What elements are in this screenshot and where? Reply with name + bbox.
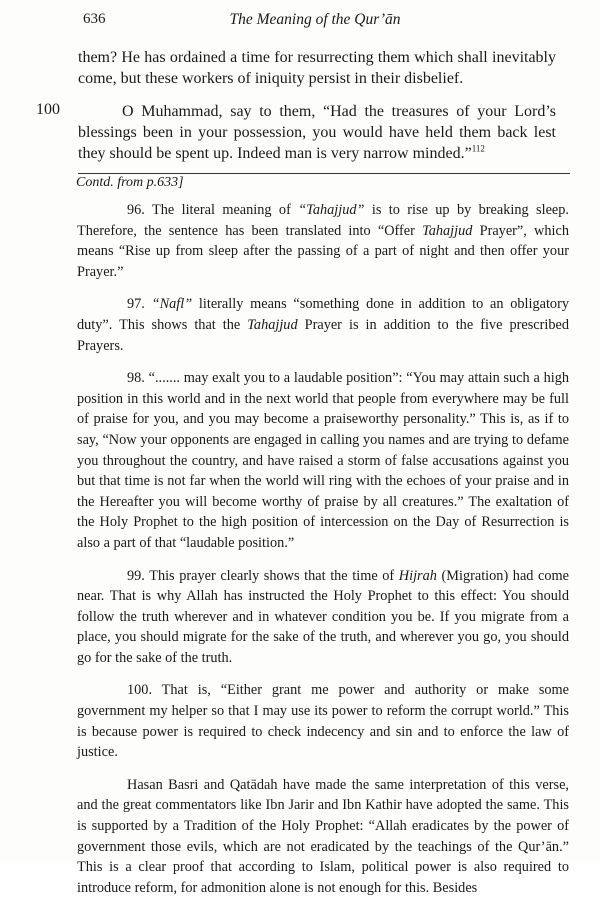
continued-label: Contd. from p.633] bbox=[76, 175, 184, 190]
note-97-term: “Nafl” bbox=[151, 296, 193, 313]
note-96-text-b: is to rise up by breaking sleep. Therefore, the sentence has been translated into “Offer bbox=[77, 202, 569, 239]
note-97-term2: Tahajjud bbox=[247, 316, 298, 333]
verse-text-block bbox=[78, 101, 556, 164]
note-98: 98. “....... may exalt you to a laudable position”: “You may attain such a high position in this world and in the next world that people from everywhere may be full of praise for you, and you may become a praiseworthy personality.” This is, as if to say, “Now your opponents are engaged in calling you names and are trying to defame you throughout the country, and have raised a storm of false accusations against you but that time is not far when the world will ring with the echoes of your praise and in the Hereafter you will become worthy of praise by all creatures.” The exaltation of the Holy Prophet to the high position of intercession on the Day of Resurrection is also a part of that “laudable position.” bbox=[77, 370, 569, 551]
verse-text-paragraph bbox=[78, 101, 556, 164]
note-100: 100. That is, “Either grant me power and authority or make some government my helper so that I may use its power to reform the corrupt world.” This is because power is required to check indecency and sin and to enforce the law of justice. bbox=[77, 682, 569, 761]
note-99 bbox=[77, 566, 569, 669]
note-97 bbox=[77, 294, 569, 356]
footnotes bbox=[77, 200, 569, 910]
note-96-term2: Tahajjud bbox=[422, 222, 473, 239]
verse-continuation: them? He has ordained a time for resurrecting them which shall inevitably come, but these workers of iniquity persist in their disbelief. bbox=[78, 49, 556, 87]
verse-number: 100 bbox=[36, 101, 60, 118]
page-number: 636 bbox=[83, 11, 106, 27]
note-97-text-b: literally means “something done in addition to an obligatory duty”. This shows that the bbox=[77, 296, 569, 333]
footnote-reference: 112 bbox=[471, 143, 485, 154]
note-99-text-a: 99. This prayer clearly shows that the time of bbox=[127, 567, 399, 584]
note-99-text-b: (Migration) had come near. That is why Allah has instructed the Holy Prophet to this effect: You should follow the truth wherever and in whatever condition you be. If you migrate from a place, you should migrate for the sake of the truth, and wherever you go, you should go for the sake of the truth. bbox=[77, 567, 569, 666]
note-97-text-c: Prayer is in addition to the five prescribed Prayers. bbox=[77, 316, 569, 354]
note-96 bbox=[77, 200, 569, 282]
running-title: The Meaning of the Qur’ān bbox=[229, 11, 401, 28]
note-97-text-a: 97. bbox=[127, 296, 152, 313]
note-96-text-a: 96. The literal meaning of bbox=[127, 202, 299, 218]
verse-continuation-block bbox=[78, 47, 556, 89]
note-96-text-c: Prayer”, which means “Rise up from sleep after the passing of a part of night and then offer your Prayer.” bbox=[77, 222, 569, 280]
note-100-continued: Hasan Basri and Qatādah have made the same interpretation of this verse, and the great commentators like Ibn Jarir and Ibn Kathir have adopted the same. This is supported by a Tradition of the Holy Prophet: “Allah eradicates by the power of government those evils, which are not eradicated by the teachings of the Qur’ān.” This is a clear proof that according to Islam, political power is also required to introduce reform, for admonition alone is not enough for this. Besides bbox=[77, 776, 569, 896]
verse-text: O Muhammad, say to them, “Had the treasures of your Lord’s blessings been in your possession, you would have held them back lest they should be spent up. Indeed man is very narrow minded.” bbox=[78, 103, 556, 162]
footnote-divider bbox=[78, 173, 570, 174]
note-96-term: “Tahajjud” bbox=[298, 202, 365, 218]
note-99-term: Hijrah bbox=[398, 567, 437, 584]
